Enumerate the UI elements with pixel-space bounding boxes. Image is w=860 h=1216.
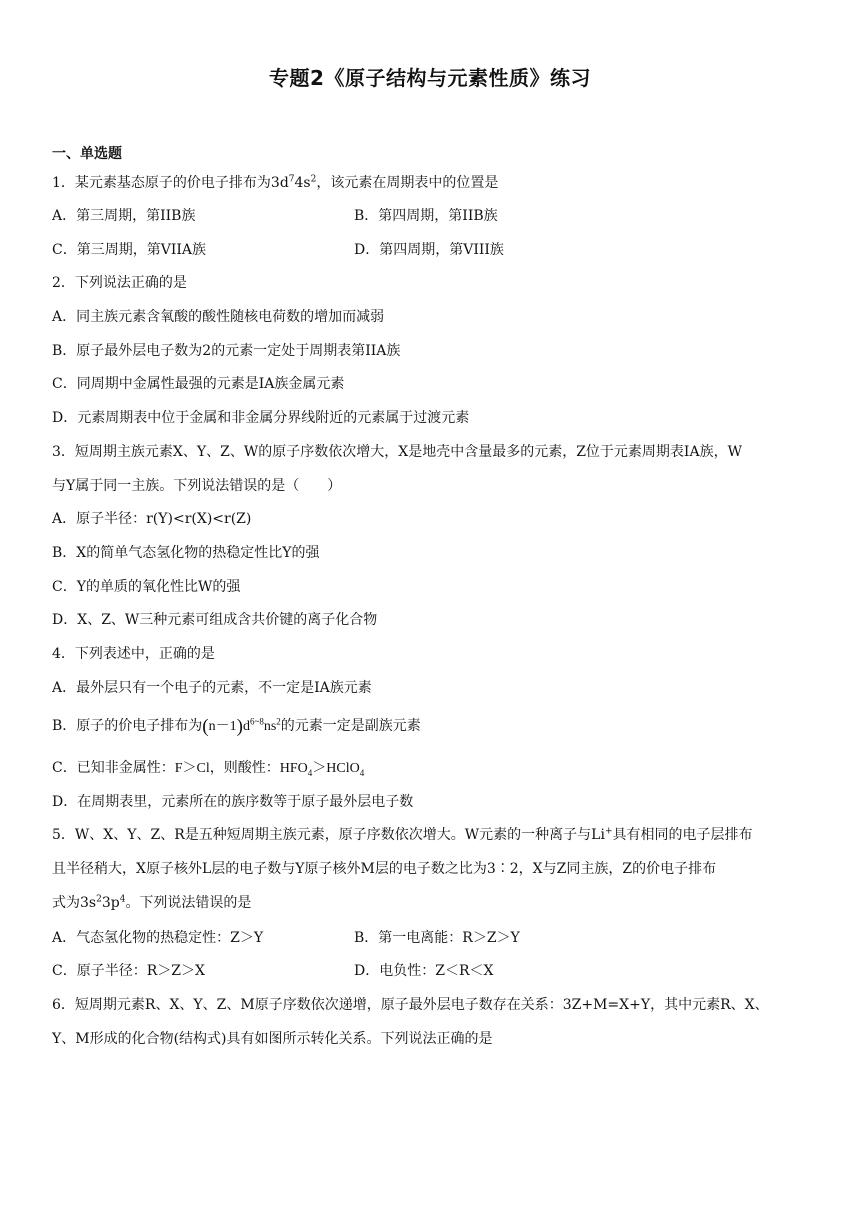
q6-stem-line2: Y、M形成的化合物(结构式)具有如图所示转化关系。下列说法正确的是: [52, 1031, 493, 1047]
q2-option-a: A．同主族元素含氧酸的酸性随核电荷数的增加而减弱: [52, 309, 385, 325]
q4-option-d: D．在周期表里，元素所在的族序数等于原子最外层电子数: [52, 794, 414, 810]
page-title: 专题2《原子结构与元素性质》练习: [269, 66, 591, 90]
q1-option-c: C．第三周期，第VIIA族: [52, 242, 206, 258]
q3-stem-line2: 与Y属于同一主族。下列说法错误的是（ ）: [52, 478, 342, 494]
q1-option-d: D．第四周期，第VIII族: [354, 242, 504, 258]
q4-option-b: B．原子的价电子排布为$(n-1)d^{6\sim 8}ns^2$的元素一定是副族元素: [52, 716, 421, 737]
q4-option-a: A．最外层只有一个电子的元素，不一定是IA族元素: [52, 680, 372, 696]
q5-option-a: A．气态氢化物的热稳定性：Z＞Y: [52, 930, 264, 946]
q4-option-c: C．已知非金属性：F＞Cl，则酸性：$HFO_4>HClO_4$: [52, 760, 365, 778]
q1-stem: 1．某元素基态原子的价电子排布为$3d^74s^2$，该元素在周期表中的位置是: [52, 174, 499, 191]
q4-stem: 4．下列表述中，正确的是: [52, 646, 215, 662]
q5-stem-line3: 式为$3s^23p^4$。下列说法错误的是: [52, 894, 252, 911]
q3-option-d: D．X、Z、W三种元素可组成含共价键的离子化合物: [52, 612, 378, 628]
q2-option-b: B．原子最外层电子数为2的元素一定处于周期表第IIA族: [52, 343, 401, 359]
q3-option-a: A．原子半径：r(Y)<r(X)<r(Z): [52, 511, 252, 527]
q6-stem-line1: 6．短周期元素R、X、Y、Z、M原子序数依次递增，原子最外层电子数存在关系：3Z+M=X+Y，其中元素R、X、: [52, 997, 769, 1013]
q2-option-c: C．同周期中金属性最强的元素是IA族金属元素: [52, 376, 345, 392]
q5-option-d: D．电负性：Z＜R＜X: [354, 963, 494, 979]
q1-option-a: A．第三周期，第IIB族: [52, 208, 196, 224]
q5-option-c: C．原子半径：R＞Z＞X: [52, 963, 205, 979]
q2-option-d: D．元素周期表中位于金属和非金属分界线附近的元素属于过渡元素: [52, 410, 470, 426]
q1-option-b: B．第四周期，第IIB族: [354, 208, 498, 224]
section-heading: 一、单选题: [52, 146, 122, 162]
q2-stem: 2．下列说法正确的是: [52, 275, 187, 291]
q3-stem-line1: 3．短周期主族元素X、Y、Z、W的原子序数依次增大，X是地壳中含量最多的元素，Z位于元素周期表IA族，W: [52, 444, 742, 460]
q5-stem-line1: 5．W、X、Y、Z、R是五种短周期主族元素，原子序数依次增大。W元素的一种离子与Li+具有相同的电子层排布: [52, 826, 753, 843]
q3-option-b: B．X的简单气态氢化物的热稳定性比Y的强: [52, 545, 320, 561]
q5-option-b: B．第一电离能：R＞Z＞Y: [354, 930, 520, 946]
q3-option-c: C．Y的单质的氧化性比W的强: [52, 579, 241, 595]
q5-stem-line2: 且半径稍大，X原子核外L层的电子数与Y原子核外M层的电子数之比为3∶2，X与Z同主族，Z的价电子排布: [52, 861, 717, 877]
